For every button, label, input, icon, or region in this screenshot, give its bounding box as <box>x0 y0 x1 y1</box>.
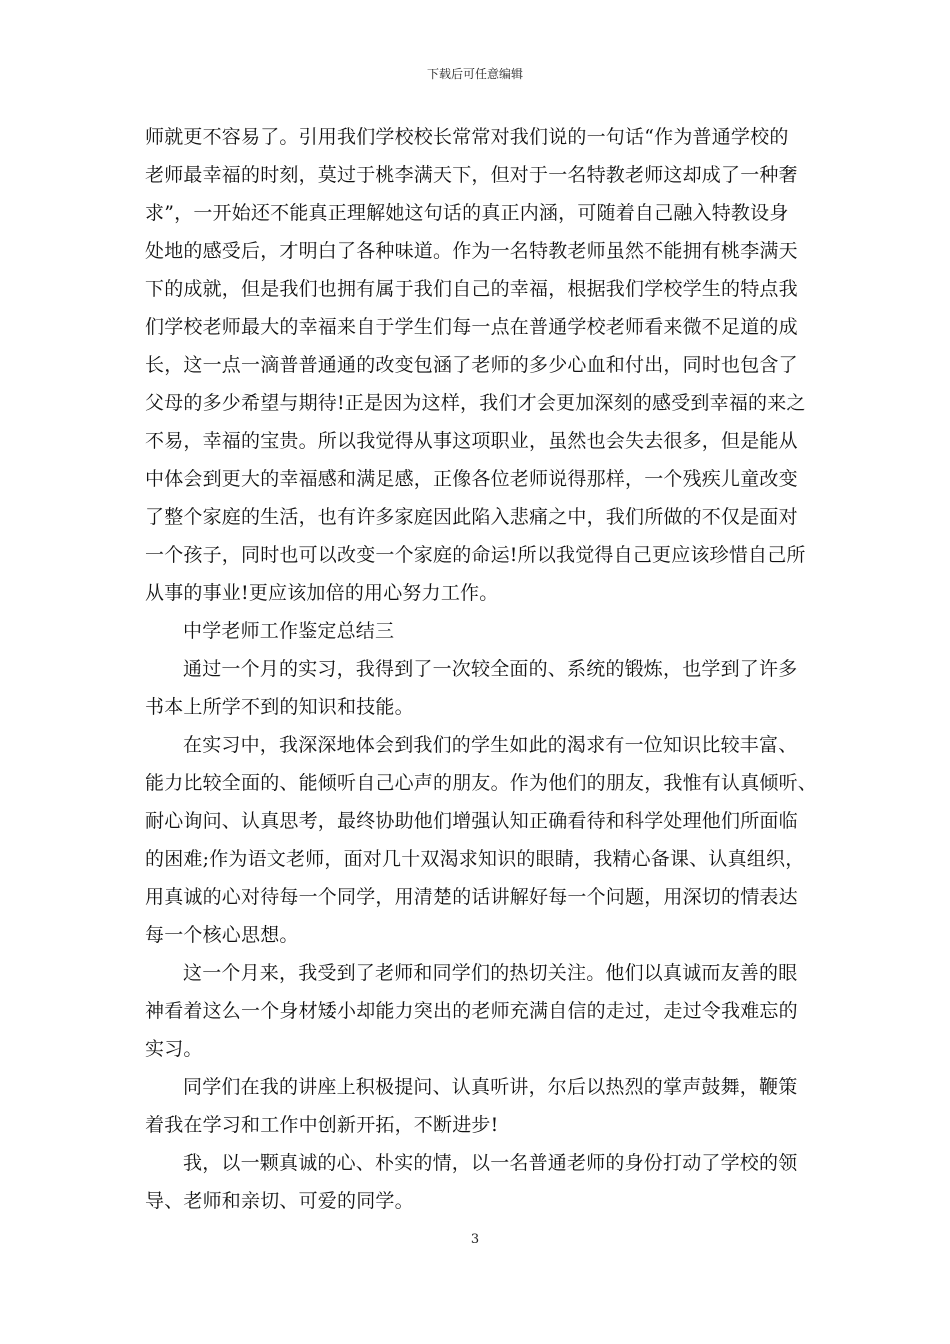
text-line: 从事的事业!更应该加倍的用心努力工作。 <box>145 582 499 604</box>
text-line: 导、老师和亲切、可爱的同学。 <box>145 1190 414 1212</box>
text-line: 着我在学习和工作中创新开拓，不断进步! <box>145 1114 499 1136</box>
document-body <box>145 118 818 1220</box>
text-line: 能力比较全面的、能倾听自己心声的朋友。作为他们的朋友，我惟有认真倾听、 <box>145 772 818 794</box>
text-line: 了整个家庭的生活，也有许多家庭因此陷入悲痛之中，我们所做的不仅是面对 <box>145 506 798 528</box>
text-line: 下的成就，但是我们也拥有属于我们自己的幸福，根据我们学校学生的特点我 <box>145 278 798 300</box>
text-line: 长，这一点一滴普普通通的改变包涵了老师的多少心血和付出，同时也包含了 <box>145 354 798 376</box>
paragraph-start-line: 这一个月来，我受到了老师和同学们的热切关注。他们以真诚而友善的眼 <box>183 962 798 984</box>
page-header: 下载后可任意编辑 <box>426 67 523 81</box>
text-line: 神看着这么一个身材矮小却能力突出的老师充满自信的走过，走过令我难忘的 <box>145 1000 798 1022</box>
paragraph-start-line: 在实习中，我深深地体会到我们的学生如此的渴求有一位知识比较丰富、 <box>183 734 798 756</box>
text-line: 处地的感受后，才明白了各种味道。作为一名特教老师虽然不能拥有桃李满天 <box>145 240 798 262</box>
paragraph-start-line: 我，以一颗真诚的心、朴实的情，以一名普通老师的身份打动了学校的领 <box>183 1152 798 1174</box>
section-heading: 中学老师工作鉴定总结三 <box>183 620 395 642</box>
text-line: 师就更不容易了。引用我们学校校长常常对我们说的一句话“作为普通学校的 <box>145 126 789 148</box>
text-line: 父母的多少希望与期待!正是因为这样，我们才会更加深刻的感受到幸福的来之 <box>145 392 806 414</box>
paragraph-start-line: 通过一个月的实习，我得到了一次较全面的、系统的锻炼，也学到了许多 <box>183 658 798 680</box>
paragraph-start-line: 同学们在我的讲座上积极提问、认真听讲，尔后以热烈的掌声鼓舞，鞭策 <box>183 1076 798 1098</box>
text-line: 不易，幸福的宝贵。所以我觉得从事这项职业，虽然也会失去很多，但是能从 <box>145 430 798 452</box>
text-line: 一个孩子，同时也可以改变一个家庭的命运!所以我觉得自己更应该珍惜自己所 <box>145 544 806 566</box>
page-number: 3 <box>470 1232 480 1247</box>
text-line: 的困难;作为语文老师，面对几十双渴求知识的眼睛，我精心备课、认真组织， <box>145 848 805 870</box>
text-line: 求”，一开始还不能真正理解她这句话的真正内涵，可随着自己融入特教设身 <box>145 202 789 224</box>
text-line: 书本上所学不到的知识和技能。 <box>145 696 414 718</box>
text-line: 们学校老师最大的幸福来自于学生们每一点在普通学校老师看来微不足道的成 <box>145 316 798 338</box>
text-line: 每一个核心思想。 <box>145 924 299 946</box>
text-line: 老师最幸福的时刻，莫过于桃李满天下，但对于一名特教老师这却成了一种奢 <box>145 164 798 186</box>
text-line: 耐心询问、认真思考，最终协助他们增强认知正确看待和科学处理他们所面临 <box>145 810 798 832</box>
text-line: 用真诚的心对待每一个同学，用清楚的话讲解好每一个问题，用深切的情表达 <box>145 886 798 908</box>
text-line: 实习。 <box>145 1038 203 1060</box>
text-line: 中体会到更大的幸福感和满足感，正像各位老师说得那样，一个残疾儿童改变 <box>145 468 798 490</box>
